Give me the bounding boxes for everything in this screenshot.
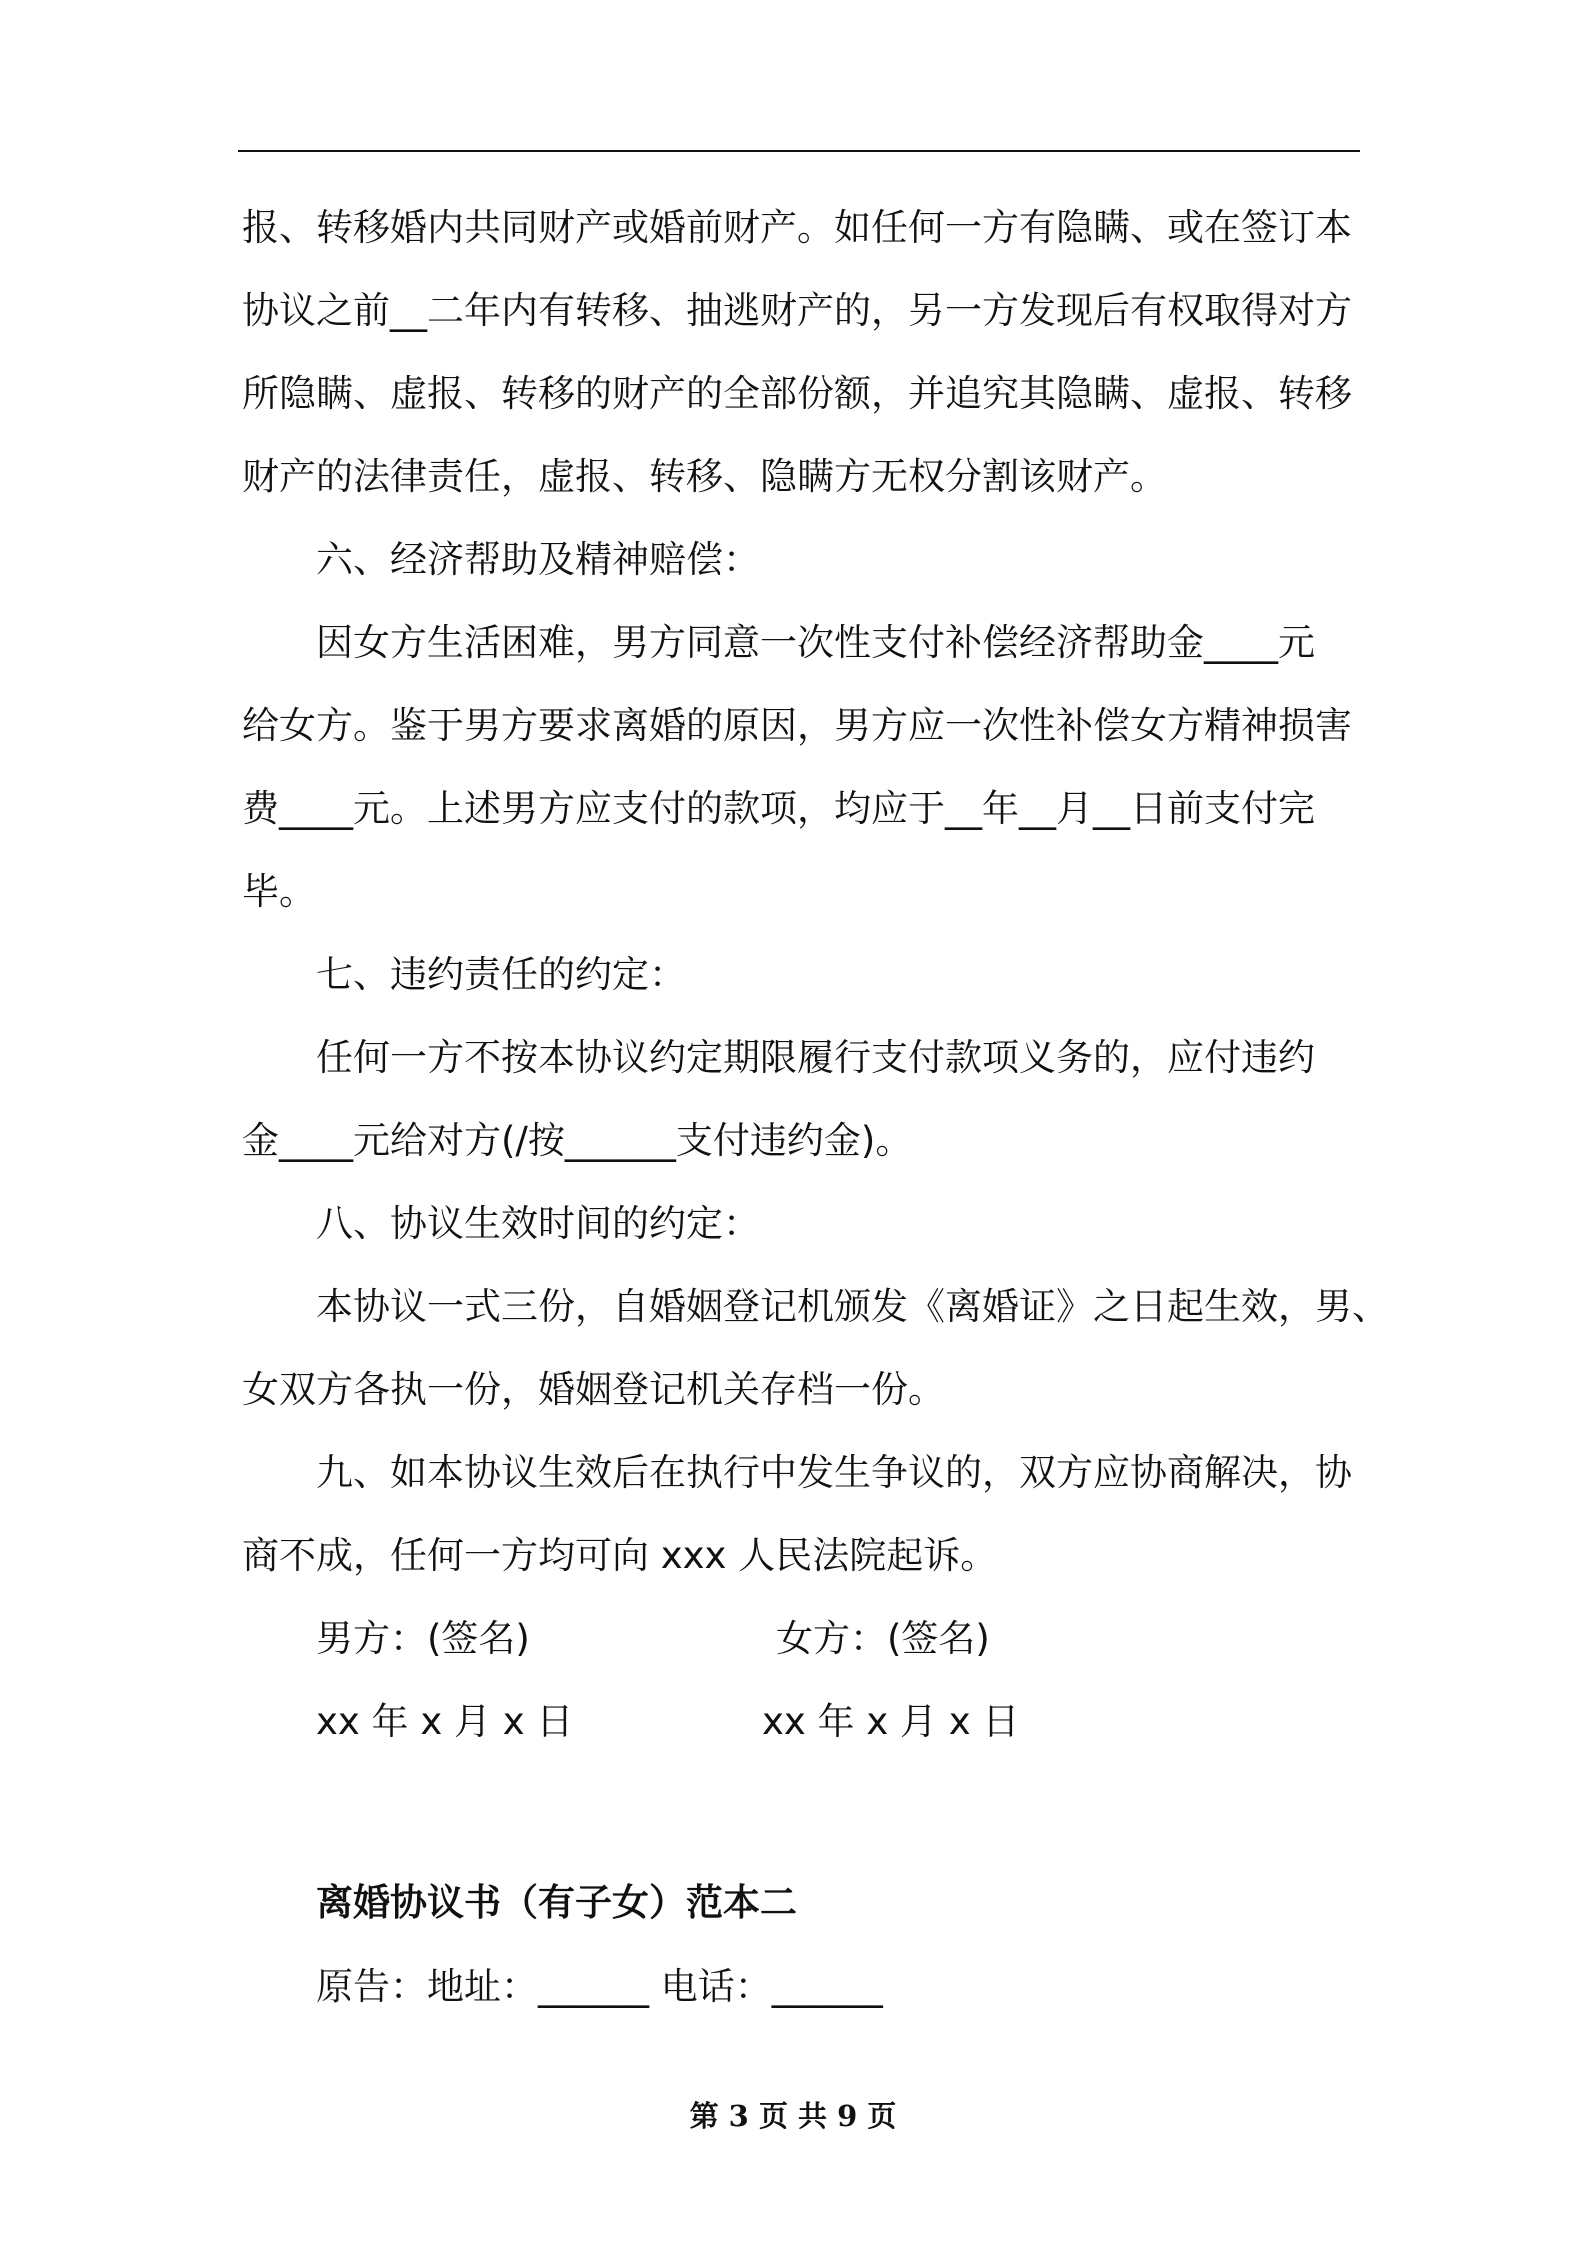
- section-heading: 六、经济帮助及精神赔偿：: [316, 538, 760, 581]
- paragraph-line: 费____元。上述男方应支付的款项，均应于__年__月__日前支付完: [242, 787, 1315, 830]
- paragraph-line: 报、转移婚内共同财产或婚前财产。如任何一方有隐瞒、或在签订本: [242, 206, 1352, 249]
- paragraph-line: 给女方。鉴于男方要求离婚的原因，男方应一次性补偿女方精神损害: [242, 704, 1352, 747]
- section-heading: 七、违约责任的约定：: [316, 953, 686, 996]
- paragraph-line: 本协议一式三份，自婚姻登记机颁发《离婚证》之日起生效，男、: [316, 1285, 1389, 1328]
- paragraph-line: 九、如本协议生效后在执行中发生争议的，双方应协商解决，协: [316, 1451, 1352, 1494]
- female-date: xx 年 x 月 x 日: [762, 1700, 1020, 1743]
- paragraph-line: 因女方生活困难，男方同意一次性支付补偿经济帮助金____元: [316, 621, 1315, 664]
- paragraph-line: 女双方各执一份，婚姻登记机关存档一份。: [242, 1368, 945, 1411]
- female-signature: 女方：(签名): [776, 1617, 990, 1660]
- section-heading: 八、协议生效时间的约定：: [316, 1202, 760, 1245]
- paragraph-line: 协议之前__二年内有转移、抽逃财产的，另一方发现后有权取得对方: [242, 289, 1352, 332]
- paragraph-line: 商不成，任何一方均可向 xxx 人民法院起诉。: [242, 1534, 998, 1577]
- paragraph-line: 任何一方不按本协议约定期限履行支付款项义务的，应付违约: [316, 1036, 1315, 1079]
- page-indicator: 第 3 页 共 9 页: [689, 2099, 897, 2133]
- male-date: xx 年 x 月 x 日: [316, 1700, 574, 1743]
- plaintiff-line: 原告：地址：______ 电话：______: [316, 1965, 883, 2008]
- header-rule: [238, 150, 1360, 152]
- paragraph-line: 财产的法律责任，虚报、转移、隐瞒方无权分割该财产。: [242, 455, 1167, 498]
- paragraph-line: 所隐瞒、虚报、转移的财产的全部份额，并追究其隐瞒、虚报、转移: [242, 372, 1352, 415]
- paragraph-line: 金____元给对方(/按______支付违约金)。: [242, 1119, 913, 1162]
- male-signature: 男方：(签名): [316, 1617, 530, 1660]
- paragraph-line: 毕。: [242, 870, 316, 913]
- section-title: 离婚协议书（有子女）范本二: [316, 1881, 797, 1924]
